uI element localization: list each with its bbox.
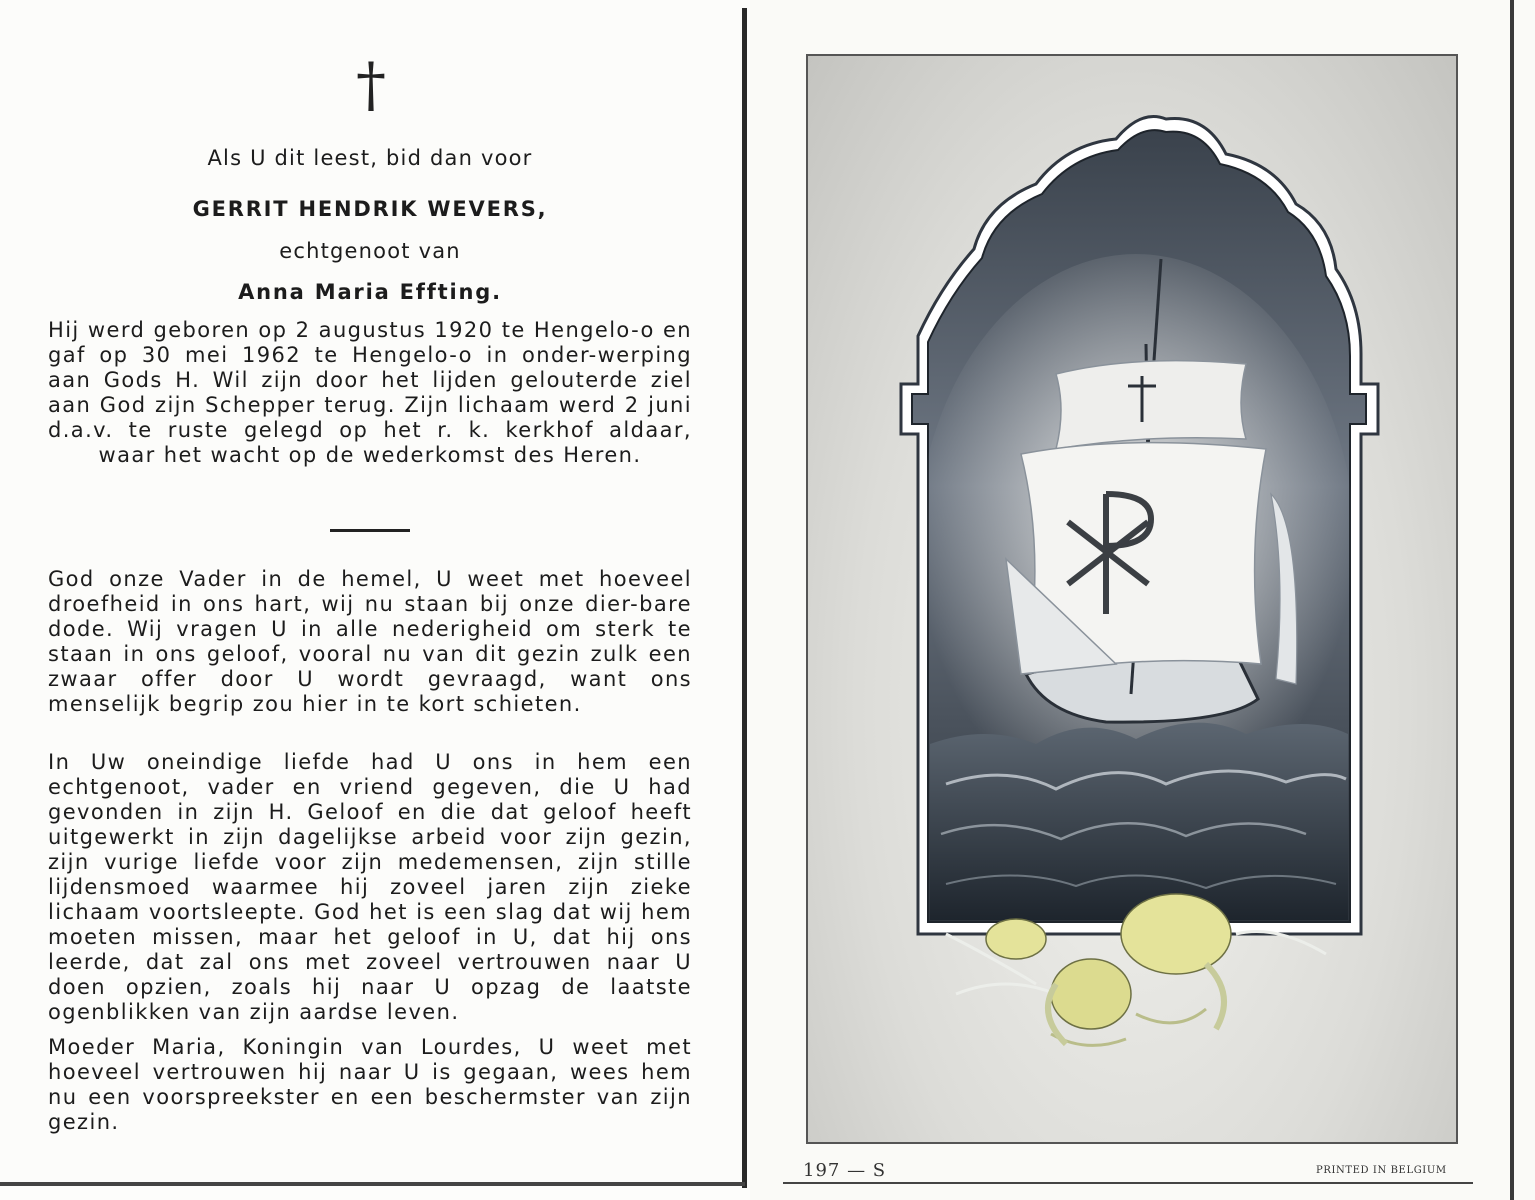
printed-notice: PRINTED IN BELGIUM	[1316, 1165, 1447, 1176]
card-edge-right	[1510, 0, 1514, 1200]
ship-picture	[806, 54, 1458, 1144]
intro-line: Als U dit leest, bid dan voor	[207, 146, 533, 170]
cross-icon: †	[356, 50, 386, 120]
deceased-name: GERRIT HENDRIK WEVERS,	[192, 197, 548, 221]
sail-top	[1056, 361, 1246, 449]
catalog-code: 197 — S	[803, 1160, 887, 1181]
prayer-paragraph-1: God onze Vader in de hemel, U weet met hoeveel droefheid in ons hart, wij nu staan bij onze dier-bare dode. Wij vragen U in alle nederigheid om sterk te staan in ons geloof, vooral nu van dit gezin zulk een zwaar offer door U wordt gevraagd, want ons menselijk begrip zou hier in te kort schieten.	[48, 567, 692, 716]
card-edge	[742, 8, 747, 1188]
sea	[930, 723, 1348, 920]
spouse-name: Anna Maria Effting.	[238, 280, 502, 304]
prayer-paragraph-2: In Uw oneindige liefde had U ons in hem een echtgenoot, vader en vriend gegeven, die U had gevonden in zijn H. Geloof en die dat geloof heeft uitgewerkt in zijn dagelijkse arbeid voor zijn gezin, zijn vurige liefde voor zijn medemensen, zijn stille lijdensmoed waarmee hij zoveel jaren zijn zieke lichaam voortsleepte. God het is een slag dat wij hem moeten missen, maar het geloof in U, dat hij ons leerde, dat zal ons met zoveel vertrouwen naar U doen opzien, zoals hij naar U opzag de laatste ogenblikken van zijn aardse leven.	[48, 750, 692, 1024]
prayer-paragraph-3: Moeder Maria, Koningin van Lourdes, U weet met hoeveel vertrouwen hij naar U is gegaan, wees hem nu een voorspreekster en een beschermster van zijn gezin.	[48, 1035, 692, 1134]
biography-paragraph: Hij werd geboren op 2 augustus 1920 te Hengelo-o en gaf op 30 mei 1962 te Hengelo-o in onder-werping aan Gods H. Wil zijn door het lijden gelouterde ziel aan God zijn Schepper terug. Zijn lichaam werd 2 juni d.a.v. te ruste gelegd op het r. k. kerkhof aldaar, waar het wacht op de wederkomst des Heren.	[48, 318, 692, 467]
card-bottom-edge	[0, 1182, 745, 1186]
divider-line	[330, 529, 410, 532]
relation-line: echtgenoot van	[279, 239, 461, 263]
footer-rule	[783, 1182, 1473, 1184]
